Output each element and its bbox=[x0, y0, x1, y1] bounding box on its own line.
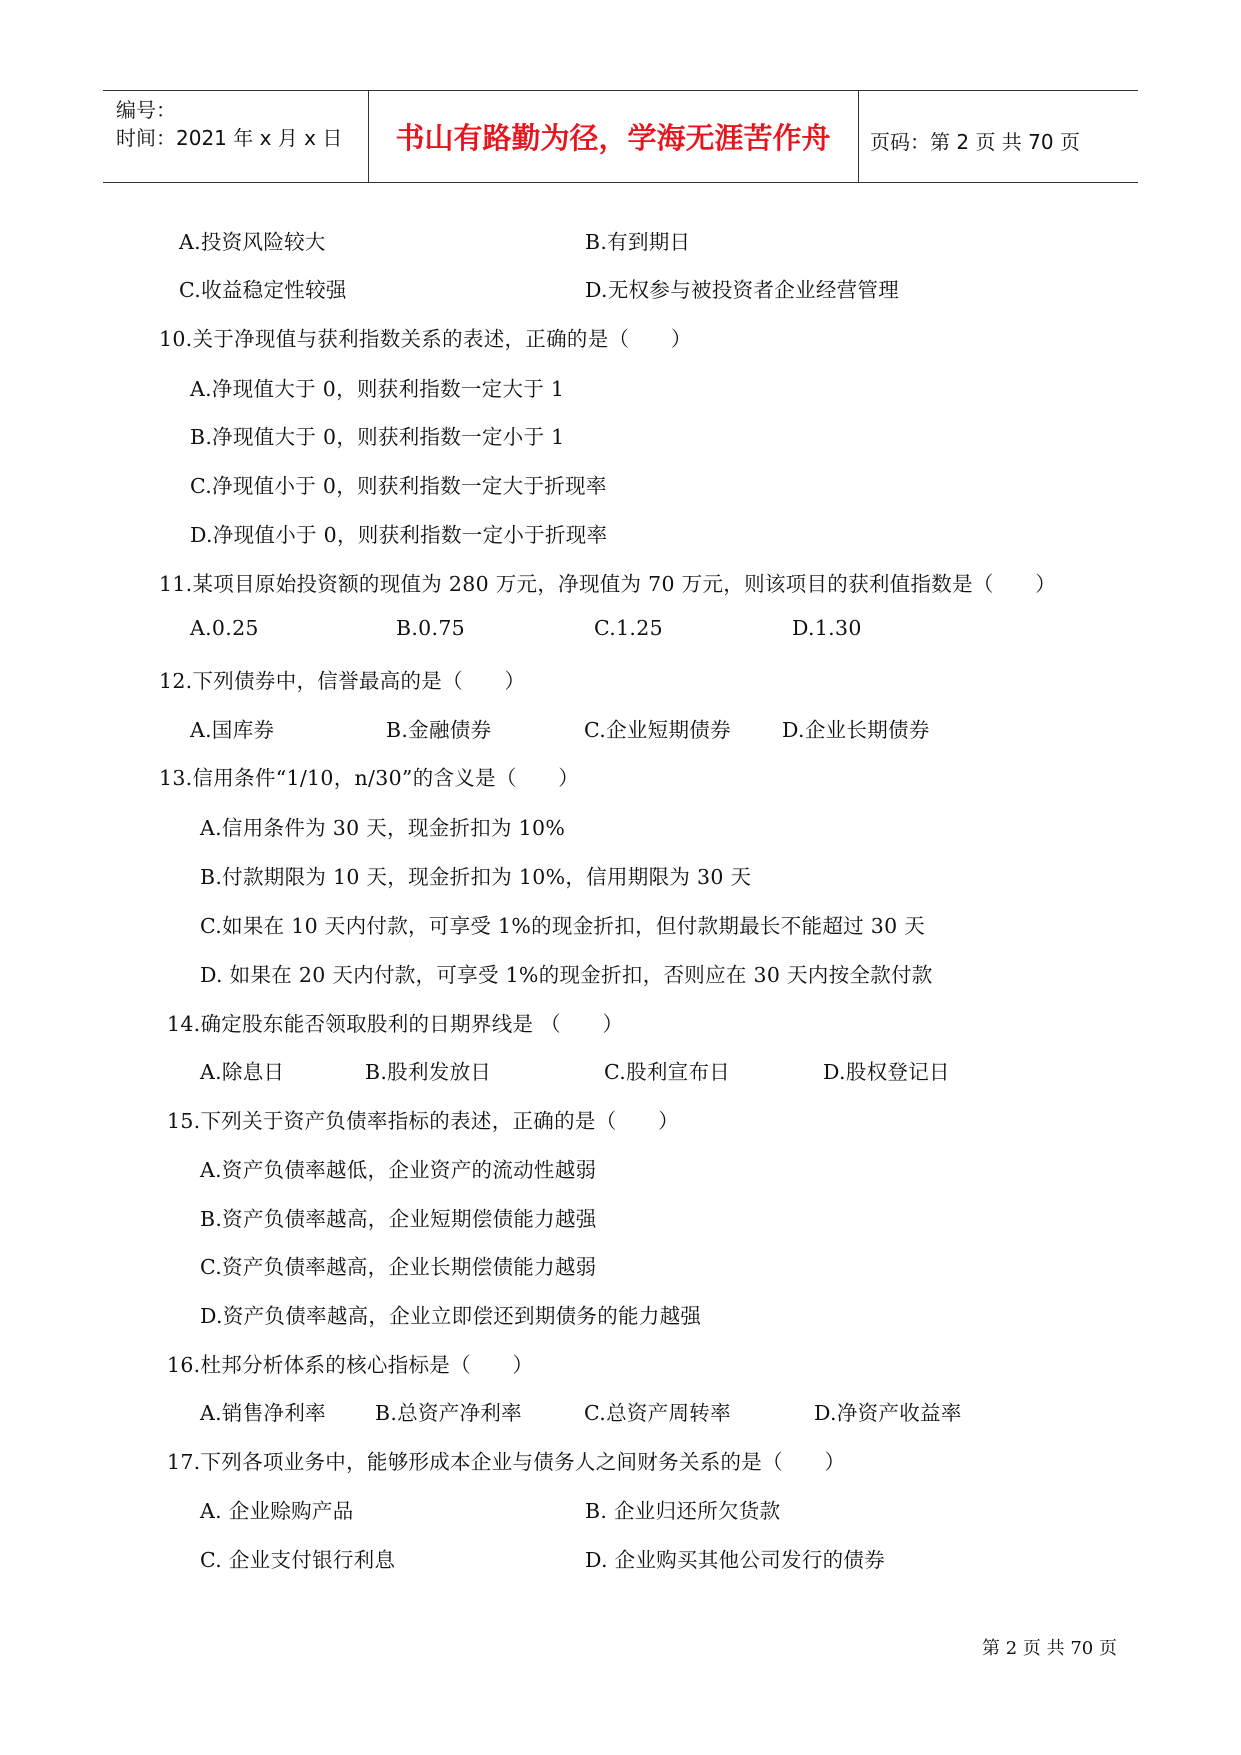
option-line: D. 企业购买其他公司发行的债券 bbox=[585, 1548, 886, 1572]
question-line: 15.下列关于资产负债率指标的表述，正确的是（ ） bbox=[167, 1109, 679, 1133]
option-line: B.总资产净利率 bbox=[375, 1401, 522, 1425]
question-line: 12.下列债券中，信誉最高的是（ ） bbox=[159, 669, 526, 693]
option-line: B.付款期限为 10 天，现金折扣为 10%，信用期限为 30 天 bbox=[200, 865, 752, 889]
option-line: C.收益稳定性较强 bbox=[179, 278, 347, 302]
option-line: D.1.30 bbox=[792, 616, 862, 640]
option-line: C.净现值小于 0，则获利指数一定大于折现率 bbox=[190, 474, 607, 498]
option-line: B.有到期日 bbox=[585, 230, 691, 254]
option-line: A.除息日 bbox=[200, 1060, 285, 1084]
header-number-label: 编号： bbox=[116, 98, 176, 122]
option-line: B. 企业归还所欠货款 bbox=[585, 1499, 781, 1523]
option-line: D.企业长期债券 bbox=[782, 718, 930, 742]
option-line: A.净现值大于 0，则获利指数一定大于 1 bbox=[190, 377, 565, 401]
option-line: C.企业短期债券 bbox=[584, 718, 731, 742]
option-line: C. 企业支付银行利息 bbox=[200, 1548, 396, 1572]
option-line: C.1.25 bbox=[594, 616, 663, 640]
option-line: D.净资产收益率 bbox=[814, 1401, 962, 1425]
option-line: A.国库券 bbox=[190, 718, 275, 742]
option-line: D. 如果在 20 天内付款，可享受 1%的现金折扣，否则应在 30 天内按全款付款 bbox=[200, 963, 933, 987]
option-line: C.股利宣布日 bbox=[604, 1060, 731, 1084]
header-page-label: 页码：第 2 页 共 70 页 bbox=[870, 130, 1080, 154]
option-line: A.销售净利率 bbox=[200, 1401, 326, 1425]
option-line: A.投资风险较大 bbox=[179, 230, 326, 254]
header-top-rule bbox=[103, 90, 1138, 91]
option-line: A.0.25 bbox=[190, 616, 259, 640]
option-line: A.信用条件为 30 天，现金折扣为 10% bbox=[200, 816, 566, 840]
question-line: 14.确定股东能否领取股利的日期界线是 （ ） bbox=[167, 1012, 624, 1036]
header-divider-right bbox=[858, 90, 859, 182]
option-line: D.股权登记日 bbox=[823, 1060, 950, 1084]
question-line: 16.杜邦分析体系的核心指标是（ ） bbox=[167, 1353, 534, 1377]
header-bottom-rule bbox=[103, 182, 1138, 183]
option-line: D.净现值小于 0，则获利指数一定小于折现率 bbox=[190, 523, 608, 547]
option-line: C.总资产周转率 bbox=[584, 1401, 731, 1425]
option-line: D.无权参与被投资者企业经营管理 bbox=[585, 278, 900, 302]
option-line: B.资产负债率越高，企业短期偿债能力越强 bbox=[200, 1207, 597, 1231]
option-line: B.股利发放日 bbox=[365, 1060, 492, 1084]
option-line: A. 企业赊购产品 bbox=[200, 1499, 354, 1523]
option-line: C.资产负债率越高，企业长期偿债能力越弱 bbox=[200, 1255, 597, 1279]
option-line: C.如果在 10 天内付款，可享受 1%的现金折扣，但付款期最长不能超过 30 天 bbox=[200, 914, 926, 938]
header-time-label: 时间：2021 年 x 月 x 日 bbox=[116, 126, 343, 150]
option-line: D.资产负债率越高，企业立即偿还到期债务的能力越强 bbox=[200, 1304, 702, 1328]
question-line: 11.某项目原始投资额的现值为 280 万元，净现值为 70 万元，则该项目的获利值指数是（ ） bbox=[159, 572, 1057, 596]
option-line: B.净现值大于 0，则获利指数一定小于 1 bbox=[190, 425, 565, 449]
page-footer: 第 2 页 共 70 页 bbox=[982, 1638, 1117, 1659]
option-line: B.金融债券 bbox=[386, 718, 492, 742]
question-line: 17.下列各项业务中，能够形成本企业与债务人之间财务关系的是（ ） bbox=[167, 1450, 846, 1474]
option-line: A.资产负债率越低，企业资产的流动性越弱 bbox=[200, 1158, 597, 1182]
header-motto: 书山有路勤为径，学海无涯苦作舟 bbox=[395, 121, 831, 155]
question-line: 13.信用条件“1/10，n/30”的含义是（ ） bbox=[159, 766, 580, 790]
question-line: 10.关于净现值与获利指数关系的表述，正确的是（ ） bbox=[159, 327, 692, 351]
option-line: B.0.75 bbox=[396, 616, 466, 640]
